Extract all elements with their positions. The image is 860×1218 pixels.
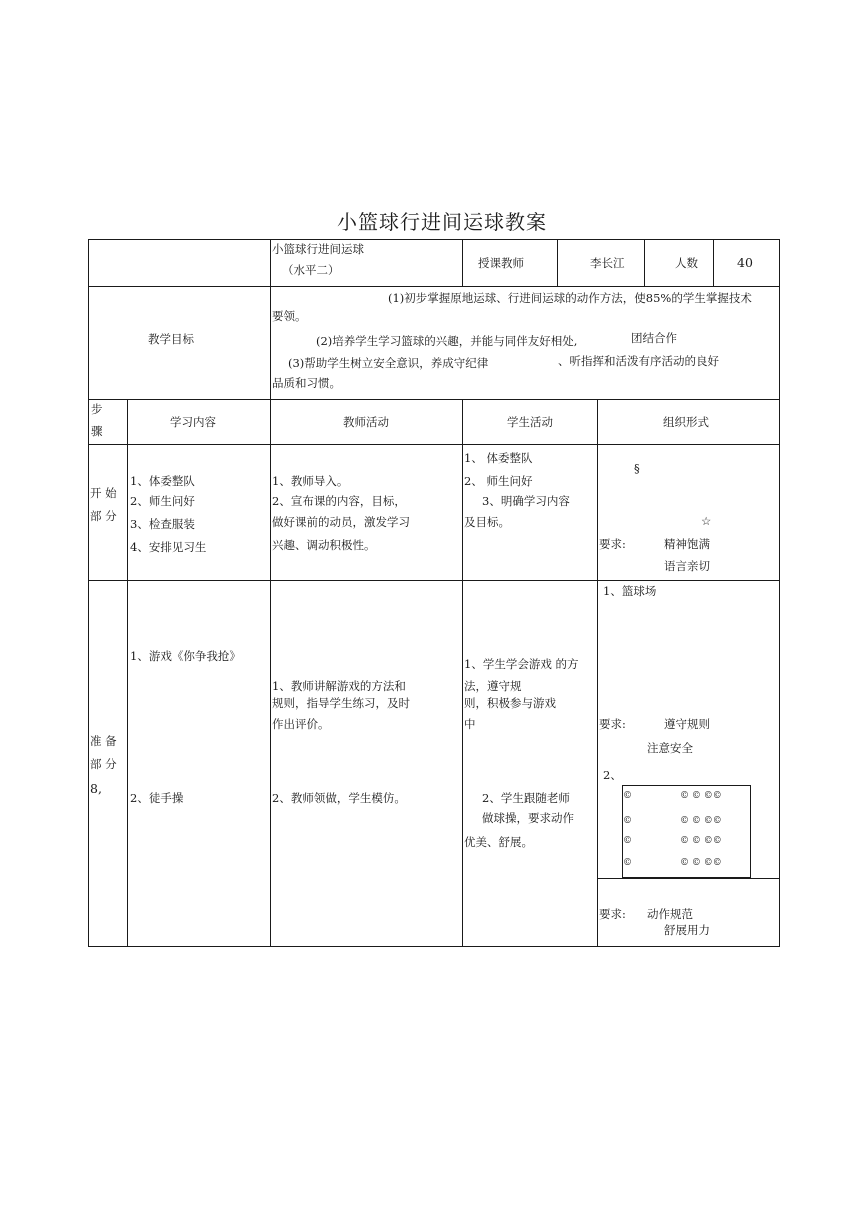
prep-org-2: 2、 xyxy=(603,768,622,782)
prep-student-1d: 中 xyxy=(464,717,476,731)
prep-content-2: 2、徒手操 xyxy=(130,791,184,805)
objective-3-end: 品质和习惯。 xyxy=(272,376,341,390)
start-label-1: 开 始 xyxy=(90,486,117,500)
prep-student-1c: 则，积极参与游戏 xyxy=(464,696,556,710)
start-teacher-3: 做好课前的动员，激发学习 xyxy=(272,515,410,529)
prep-org-req-1: 遵守规则 xyxy=(664,717,710,731)
prep-teacher-1c: 作出评价。 xyxy=(272,717,330,731)
lesson-topic: 小篮球行进间运球 xyxy=(272,242,364,256)
prep-org-1: 1、篮球场 xyxy=(603,584,657,598)
formation-row-3-left: © xyxy=(623,836,632,846)
col-content: 学习内容 xyxy=(170,415,216,429)
col-org: 组织形式 xyxy=(663,415,709,429)
prep-org-req2-2: 舒展用力 xyxy=(664,923,710,937)
objective-2-cont: 团结合作 xyxy=(631,331,677,345)
prep-teacher-1b: 规则，指导学生练习，及时 xyxy=(272,696,410,710)
prep-content-1: 1、游戏《你争我抢》 xyxy=(130,649,241,663)
objective-2: (2)培养学生学习篮球的兴趣，并能与同伴友好相处, xyxy=(316,334,578,348)
objective-1: (1)初步掌握原地运球、行进间运球的动作方法，使85%的学生掌握技术 xyxy=(388,291,752,305)
start-teacher-4: 兴趣、调动积极性。 xyxy=(272,538,376,552)
start-content-4: 4、安排见习生 xyxy=(130,540,207,554)
col-student: 学生活动 xyxy=(507,415,553,429)
start-label-2: 部 分 xyxy=(90,509,117,523)
prep-label-1: 准 备 xyxy=(90,734,117,748)
prep-teacher-1a: 1、教师讲解游戏的方法和 xyxy=(272,679,406,693)
lesson-level: （水平二） xyxy=(282,263,340,277)
start-student-4: 及目标。 xyxy=(464,515,510,529)
prep-student-1b: 法，遵守规 xyxy=(464,679,522,693)
prep-teacher-2: 2、教师领做，学生模仿。 xyxy=(272,791,406,805)
start-teacher-1: 1、教师导入。 xyxy=(272,474,349,488)
formation-row-4-right: © © ©© xyxy=(680,858,722,868)
col-step-2: 骤 xyxy=(91,424,103,438)
start-org-req-1: 精神饱满 xyxy=(664,537,710,551)
prep-label-3: 8, xyxy=(90,781,102,796)
teacher-name: 李长江 xyxy=(590,256,625,270)
prep-student-2c: 优美、舒展。 xyxy=(464,835,533,849)
count-value: 40 xyxy=(737,255,753,270)
prep-org-req2-label: 要求: xyxy=(599,907,626,921)
formation-row-1-right: © © ©© xyxy=(680,791,722,801)
start-content-3: 3、检查服装 xyxy=(130,517,195,531)
start-content-1: 1、体委整队 xyxy=(130,474,195,488)
start-org-req-label: 要求: xyxy=(599,537,626,551)
start-student-3: 3、明确学习内容 xyxy=(482,494,570,508)
col-teacher: 教师活动 xyxy=(343,415,389,429)
col-step-1: 步 xyxy=(91,402,103,416)
formation-row-4-left: © xyxy=(623,858,632,868)
star-symbol: ☆ xyxy=(701,514,712,528)
prep-student-2b: 做球操，要求动作 xyxy=(482,811,574,825)
prep-label-2: 部 分 xyxy=(90,757,117,771)
start-teacher-2: 2、宣布课的内容，目标， xyxy=(272,494,406,508)
objective-1-cont: 要领。 xyxy=(272,309,307,323)
formation-row-3-right: © © ©© xyxy=(680,836,722,846)
objectives-label: 教学目标 xyxy=(148,332,194,346)
formation-row-2-right: © © ©© xyxy=(680,816,722,826)
prep-student-1a: 1、学生学会游戏 的方 xyxy=(464,657,579,671)
formation-row-2-left: © xyxy=(623,816,632,826)
section-mark-symbol: § xyxy=(634,461,640,475)
count-label: 人数 xyxy=(675,256,698,270)
start-student-1: 1、 体委整队 xyxy=(464,451,533,465)
teacher-label: 授课教师 xyxy=(478,256,524,270)
start-org-req-2: 语言亲切 xyxy=(664,559,710,573)
prep-org-req-label: 要求: xyxy=(599,717,626,731)
page-title: 小篮球行进间运球教案 xyxy=(337,210,547,234)
objective-3-cont: 、听指挥和活泼有序活动的良好 xyxy=(558,354,719,368)
formation-row-1-left: © xyxy=(623,791,632,801)
prep-org-req2-1: 动作规范 xyxy=(647,907,693,921)
prep-org-req-2: 注意安全 xyxy=(647,741,693,755)
start-content-2: 2、师生问好 xyxy=(130,494,195,508)
prep-student-2a: 2、学生跟随老师 xyxy=(482,791,570,805)
start-student-2: 2、 师生问好 xyxy=(464,474,533,488)
objective-3: (3)帮助学生树立安全意识，养成守纪律 xyxy=(288,356,489,370)
